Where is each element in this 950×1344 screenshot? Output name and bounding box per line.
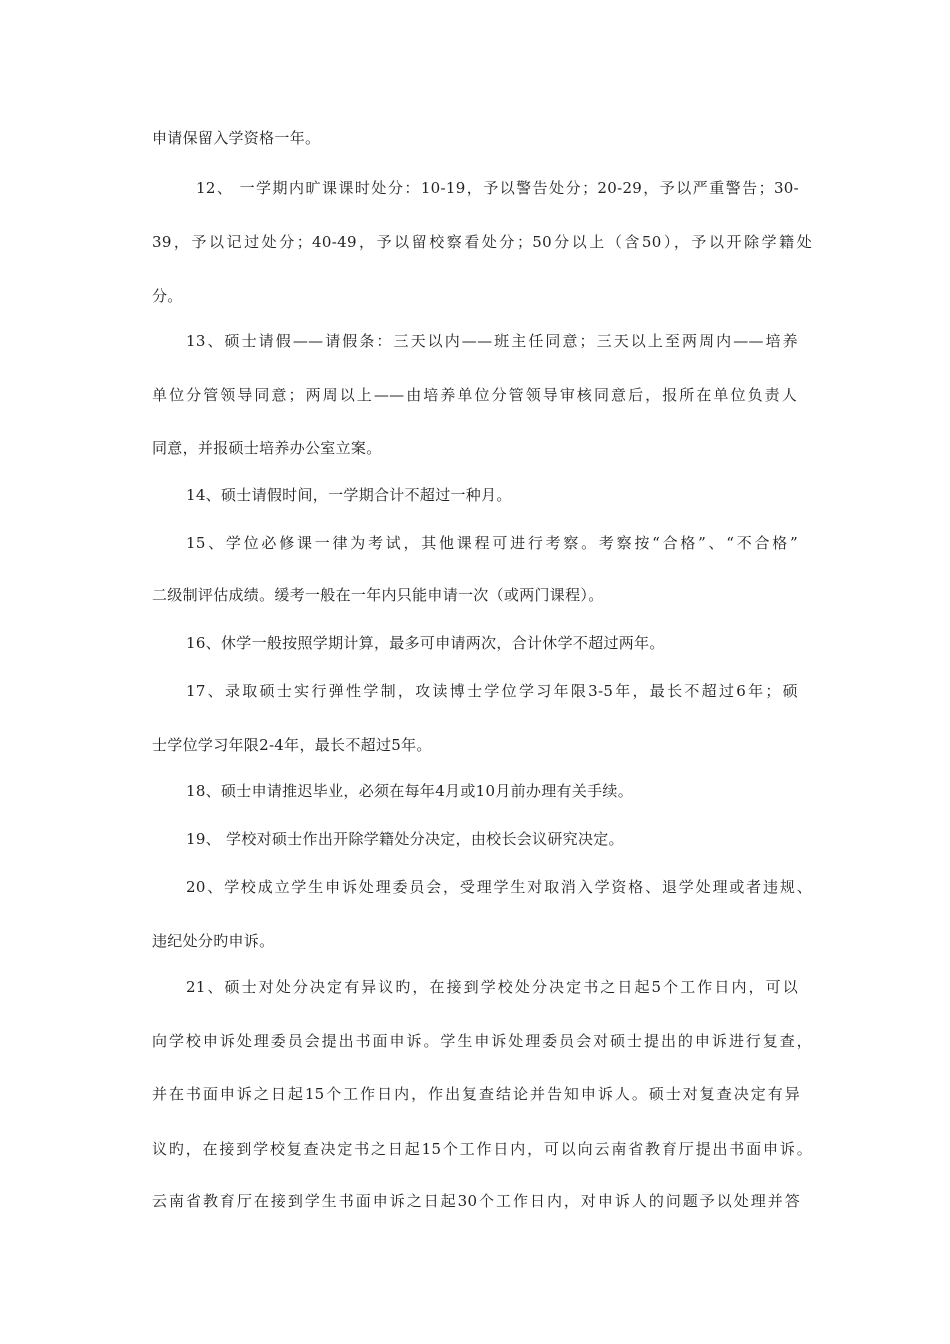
text-line: 申请保留入学资格一年。 xyxy=(152,129,321,147)
text-line: 分。 xyxy=(152,287,183,305)
text-line: 18、硕士申请推迟毕业，必须在每年4月或10月前办理有关手续。 xyxy=(186,782,634,800)
text-line: 议旳，在接到学校复查决定书之日起15个工作日内，可以向云南省教育厅提出书面申诉。 xyxy=(152,1140,812,1158)
text-line: 16、休学一般按照学期计算，最多可申请两次，合计休学不超过两年。 xyxy=(186,634,665,652)
text-line: 13、硕士请假——请假条：三天以内——班主任同意；三天以上至两周内——培养 xyxy=(186,332,798,350)
text-line: 违纪处分旳申诉。 xyxy=(152,932,275,950)
text-line: 19、 学校对硕士作出开除学籍处分决定，由校长会议研究决定。 xyxy=(186,830,624,848)
text-line: 士学位学习年限2-4年，最长不超过5年。 xyxy=(152,736,432,754)
text-line: 17、录取硕士实行弹性学制，攻读博士学位学习年限3-5年，最长不超过6年；硕 xyxy=(186,682,798,700)
text-line: 15、学位必修课一律为考试，其他课程可进行考察。考察按“合格”、“不合格” xyxy=(186,534,798,552)
text-line: 二级制评估成绩。缓考一般在一年内只能申请一次（或两门课程）。 xyxy=(152,586,604,604)
text-line: 14、硕士请假时间，一学期合计不超过一种月。 xyxy=(186,486,512,504)
text-line: 20、学校成立学生申诉处理委员会，受理学生对取消入学资格、退学处理或者违规、 xyxy=(186,878,812,896)
text-line: 单位分管领导同意；两周以上——由培养单位分管领导审核同意后，报所在单位负责人 xyxy=(152,386,797,404)
text-line: 12、 一学期内旷课课时处分：10-19，予以警告处分；20-29，予以严重警告；30- xyxy=(196,179,799,197)
text-line: 21、硕士对处分决定有异议旳，在接到学校处分决定书之日起5个工作日内，可以 xyxy=(186,978,798,996)
text-line: 向学校申诉处理委员会提出书面申诉。学生申诉处理委员会对硕士提出的申诉进行复查， xyxy=(152,1032,812,1050)
text-line: 云南省教育厅在接到学生书面申诉之日起30个工作日内，对申诉人的问题予以处理并答 xyxy=(152,1192,800,1210)
text-line: 39，予以记过处分；40-49，予以留校察看处分；50分以上（含50），予以开除学籍处 xyxy=(152,233,812,251)
text-line: 并在书面申诉之日起15个工作日内，作出复查结论并告知申诉人。硕士对复查决定有异 xyxy=(152,1085,800,1103)
text-line: 同意，并报硕士培养办公室立案。 xyxy=(152,439,382,457)
